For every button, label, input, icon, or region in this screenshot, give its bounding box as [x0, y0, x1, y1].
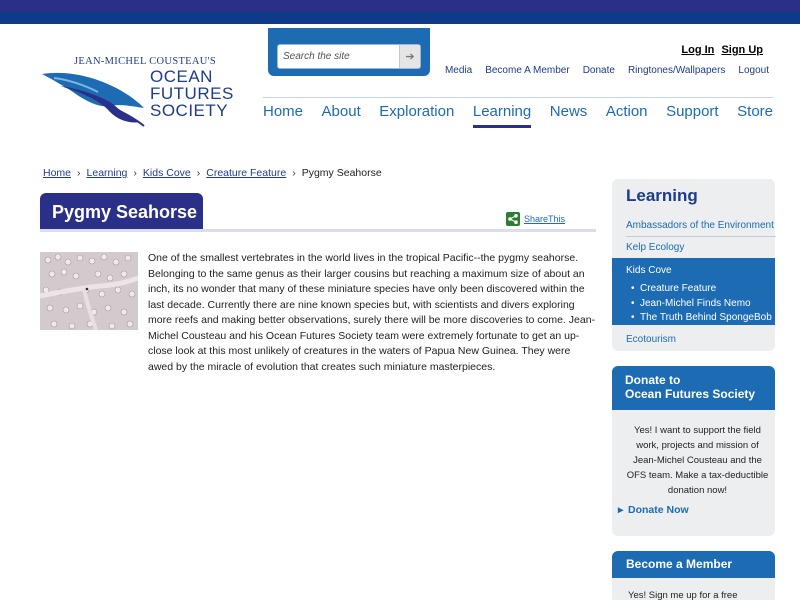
member-title: Become a Member: [612, 551, 775, 578]
brand-top-line: JEAN-MICHEL COUSTEAU'S: [74, 56, 216, 67]
nav-about[interactable]: About: [321, 103, 361, 120]
breadcrumb-current: Pygmy Seahorse: [301, 167, 382, 179]
breadcrumb: [43, 167, 382, 179]
sidebar-kids-cove-section: [612, 258, 775, 325]
nav-support[interactable]: Support: [666, 103, 719, 120]
top-banner-dark: [0, 0, 800, 12]
sidebar-item-ecotourism[interactable]: Ecotourism: [626, 334, 677, 345]
breadcrumb-learning[interactable]: Learning: [86, 167, 128, 179]
breadcrumb-separator: ›: [77, 167, 81, 179]
search-box: [268, 28, 430, 76]
util-nav-donate[interactable]: Donate: [582, 65, 615, 76]
breadcrumb-kids-cove[interactable]: Kids Cove: [142, 167, 191, 179]
breadcrumb-separator: ›: [196, 167, 201, 179]
sidebar-item-kids-cove[interactable]: Kids Cove: [626, 265, 672, 276]
seahorse-photo: [40, 252, 138, 330]
util-nav-media[interactable]: Media: [444, 65, 473, 76]
sidebar-subitem-creature-feature[interactable]: • Creature Feature: [640, 283, 716, 294]
util-nav-logout[interactable]: Logout: [738, 65, 769, 76]
nav-store[interactable]: Store: [737, 103, 773, 120]
breadcrumb-creature-feature[interactable]: Creature Feature: [206, 167, 287, 179]
breadcrumb-separator: ›: [133, 167, 137, 179]
main-nav: [263, 97, 773, 127]
donate-title-line-2: Ocean Futures Society: [625, 387, 756, 401]
search-button[interactable]: [399, 45, 420, 68]
top-banner: [0, 0, 800, 24]
brand-line-1: OCEAN: [150, 67, 213, 86]
article-body: One of the smallest vertebrates in the world lives in the tropical Pacific--the pygmy seahorse. Belonging to the same genus as their larger cousins but reaching a maximum size of about an inch, its no wonder that many of these miniature species have only been discovered within the last decade. Currently there are nine known species but, with scientists and divers exploring more reefs and making better observations, surely there will be more discoveries to come. Jean-Michel Cousteau and his Ocean Futures Society team were extremely fortunate to get an up-close look at this most unlikely of creatures in the waters of Papua New Guinea. They were awed by the miracle of evolution that creates such miniature masterpieces.: [148, 252, 596, 373]
sidebar-subitem-spongebob[interactable]: • The Truth Behind SpongeBob: [640, 312, 772, 323]
sidebar-subitem-finds-nemo[interactable]: • Jean-Michel Finds Nemo: [640, 298, 751, 309]
title-divider: [40, 229, 596, 232]
breadcrumb-home[interactable]: Home: [43, 167, 72, 179]
utility-nav: [445, 65, 769, 76]
nav-exploration[interactable]: Exploration: [379, 103, 455, 120]
share-widget[interactable]: [506, 212, 565, 226]
login-link[interactable]: Log In: [681, 44, 715, 56]
share-link[interactable]: ShareThis: [524, 214, 566, 224]
sidebar-item-ambassadors[interactable]: Ambassadors of the Environment: [626, 220, 774, 231]
arrow-right-icon: ➔: [405, 51, 415, 63]
site-logo[interactable]: [40, 56, 234, 128]
signup-link[interactable]: Sign Up: [721, 44, 763, 56]
sidebar-item-kelp-ecology[interactable]: Kelp Ecology: [626, 242, 685, 253]
sidebar-title: Learning: [626, 186, 698, 205]
donate-box: [612, 366, 775, 536]
nav-news[interactable]: News: [549, 103, 588, 120]
page-title: Pygmy Seahorse: [40, 193, 203, 230]
donate-message: Yes! I want to support the field work, projects and mission of Jean-Michel Cousteau and the OFS team. Make a tax-deductible donation now!: [626, 425, 769, 496]
member-box: [612, 551, 775, 600]
share-icon: [506, 212, 520, 226]
nav-home[interactable]: Home: [263, 103, 304, 120]
brand-line-3: SOCIETY: [150, 101, 229, 120]
breadcrumb-separator: ›: [292, 167, 296, 179]
donate-now-link[interactable]: ▸ Donate Now: [628, 504, 689, 516]
util-nav-ringtones[interactable]: Ringtones/Wallpapers: [627, 65, 726, 76]
nav-learning[interactable]: Learning: [473, 98, 531, 127]
member-message: Yes! Sign me up for a free: [628, 590, 738, 600]
donate-title-line-1: Donate to: [625, 373, 681, 387]
util-nav-become-member[interactable]: Become A Member: [485, 65, 570, 76]
auth-links: [677, 44, 763, 56]
brand-line-2: FUTURES: [150, 84, 234, 103]
donate-title: [612, 366, 775, 410]
nav-action[interactable]: Action: [605, 103, 648, 120]
sidebar-divider: [626, 236, 776, 237]
